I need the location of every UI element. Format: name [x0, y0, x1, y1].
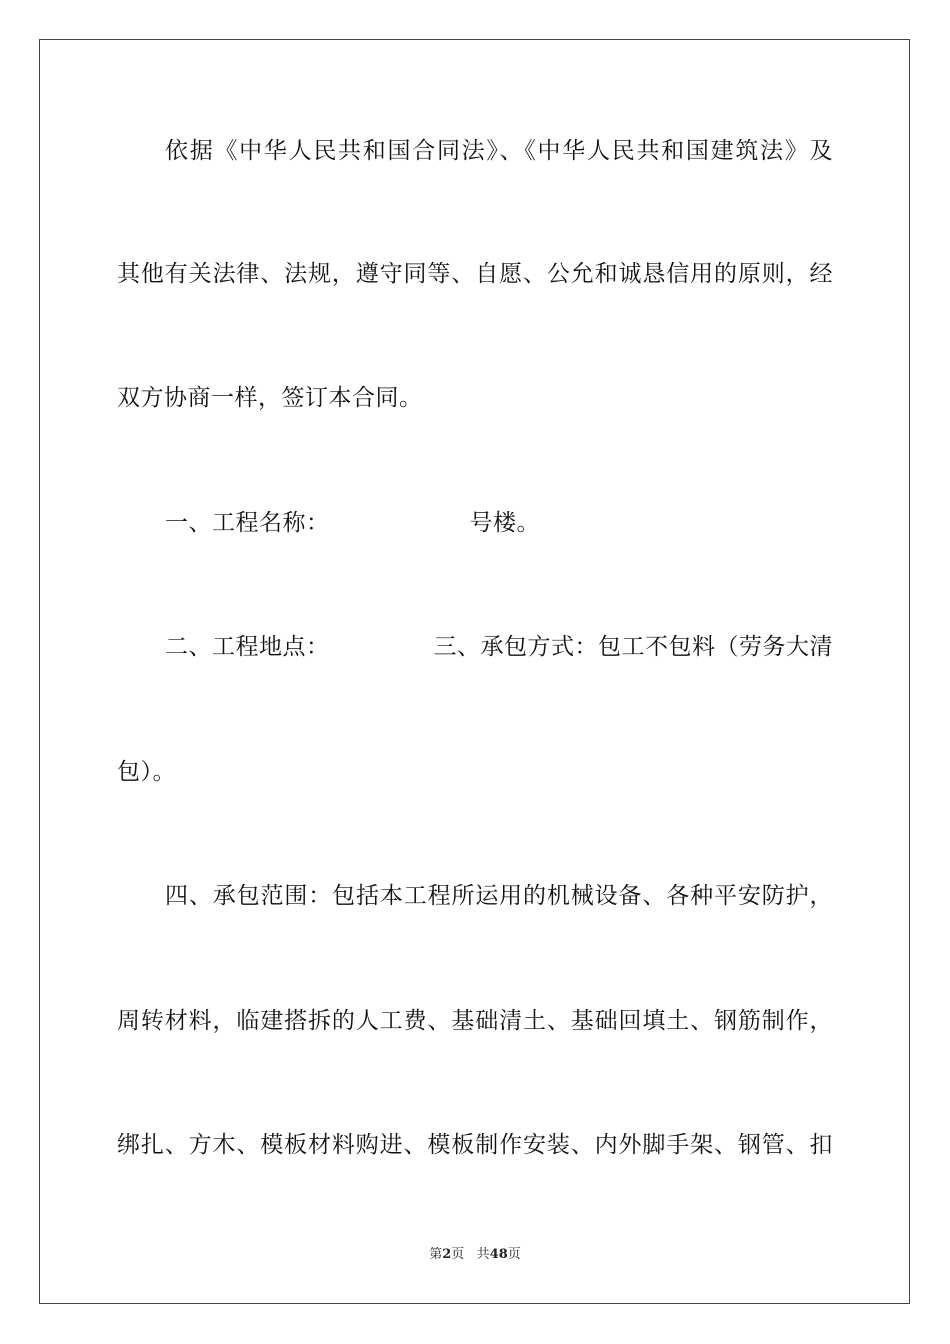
page-border	[39, 39, 910, 1304]
footer-page-prefix: 第	[429, 1247, 443, 1262]
project-location-label: 二、工程地点：	[165, 634, 330, 660]
scope-line-1: 四、承包范围：包括本工程所运用的机械设备、各种平安防护，	[165, 883, 833, 909]
project-name-line	[117, 508, 833, 538]
paragraph-line-1: 依据《中华人民共和国合同法》、《中华人民共和国建筑法》及	[165, 138, 833, 164]
footer-total-pages: 48	[489, 1247, 508, 1262]
building-number-suffix: 号楼。	[469, 510, 540, 536]
footer-page-suffix: 页	[451, 1247, 465, 1262]
scope-line-2: 周转材料，临建搭拆的人工费、基础清土、基础回填土、钢筋制作，	[117, 1008, 833, 1034]
scope-line-3: 绑扎、方木、模板材料购进、模板制作安装、内外脚手架、钢管、扣	[117, 1132, 833, 1158]
footer-total-prefix: 共	[476, 1247, 490, 1262]
footer-total-suffix: 页	[507, 1247, 521, 1262]
paragraph-line-2: 其他有关法律、法规，遵守同等、自愿、公允和诚恳信用的原则，经	[117, 261, 833, 287]
contract-method-text: 三、承包方式：包工不包料（劳务大清	[433, 634, 833, 660]
project-name-label: 一、工程名称：	[165, 510, 330, 536]
contract-method-continuation: 包）。	[117, 759, 176, 785]
footer-page-number: 2	[442, 1247, 452, 1262]
paragraph-line-3: 双方协商一样，签订本合同。	[117, 385, 423, 411]
page-footer	[0, 1246, 950, 1264]
project-location-line	[117, 632, 833, 662]
